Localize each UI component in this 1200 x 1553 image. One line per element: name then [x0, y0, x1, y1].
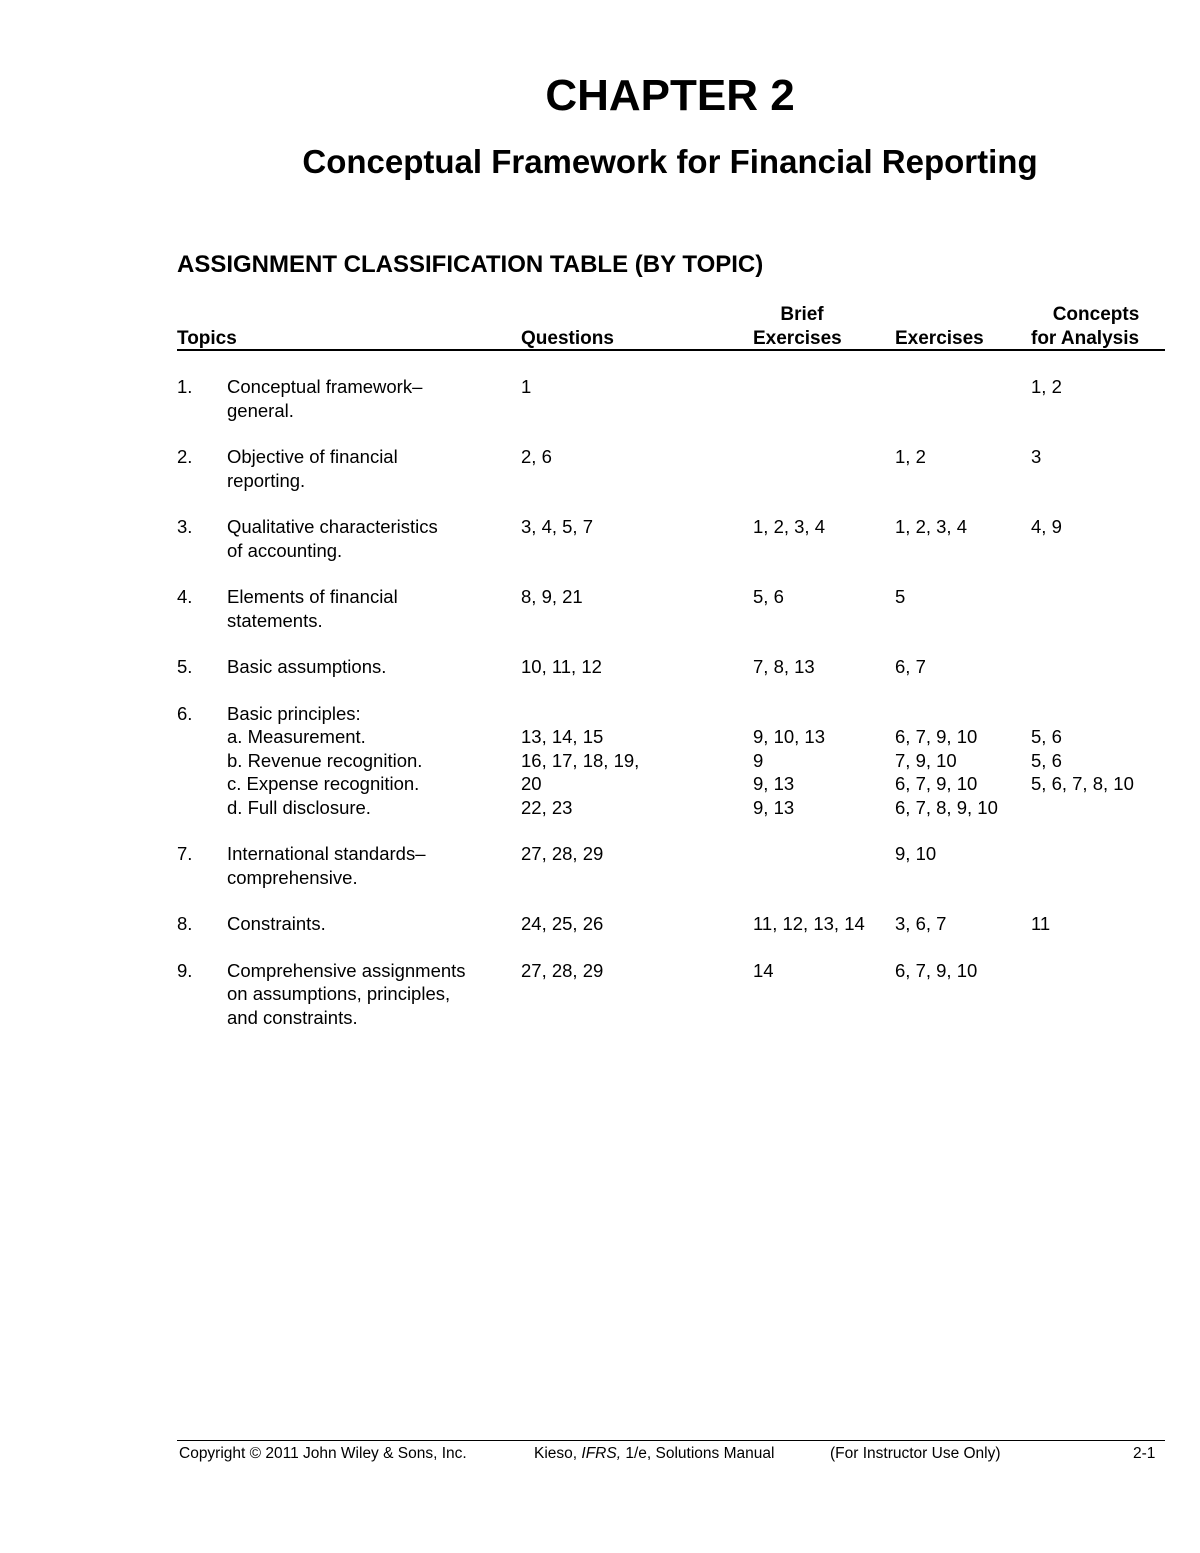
topic-label: [227, 842, 517, 889]
topic-label: [227, 445, 517, 492]
topic-number: 5.: [177, 656, 193, 677]
brief-exercises-cell: 9, 13: [753, 773, 795, 794]
topic-line: Objective of financial: [227, 446, 398, 467]
table-row: [177, 912, 1165, 936]
col-exercises: Exercises: [895, 328, 984, 349]
questions-cell: 13, 14, 15: [521, 726, 604, 747]
topic-line: on assumptions, principles,: [227, 983, 451, 1004]
questions-cell: 2, 6: [521, 446, 552, 467]
brief-exercises-cell: 9, 10, 13: [753, 726, 826, 747]
concepts-cell: 4, 9: [1031, 516, 1062, 537]
topic-line: Basic assumptions.: [227, 656, 387, 677]
table-subrow: [177, 725, 1165, 749]
topic-line: and constraints.: [227, 1006, 358, 1028]
concepts-cell: 1, 2: [1031, 376, 1062, 397]
col-questions: Questions: [521, 328, 614, 349]
brief-exercises-cell: 5, 6: [753, 586, 784, 607]
topic-label: [227, 702, 517, 726]
topic-number: 6.: [177, 702, 193, 724]
questions-cell: 27, 28, 29: [521, 959, 604, 981]
topic-label: [227, 912, 517, 936]
questions-cell: 22, 23: [521, 796, 573, 818]
topic-line: Conceptual framework–: [227, 376, 423, 397]
chapter-subtitle: Conceptual Framework for Financial Reporting: [302, 143, 1038, 180]
col-topics: Topics: [177, 328, 237, 349]
col-concepts-line2: for Analysis: [1031, 328, 1140, 349]
brief-exercises-cell: 9, 13: [753, 796, 795, 818]
topic-label: [227, 655, 517, 679]
topic-line: comprehensive.: [227, 866, 358, 888]
questions-cell: 10, 11, 12: [521, 656, 602, 677]
table-subrow: [177, 749, 1165, 773]
exercises-cell: 7, 9, 10: [895, 749, 957, 771]
topic-number: 8.: [177, 913, 193, 934]
topic-number: 3.: [177, 516, 193, 537]
footer-rule: [177, 1440, 1165, 1441]
brief-exercises-cell: 7, 8, 13: [753, 656, 815, 677]
col-brief-line2: Exercises: [753, 328, 842, 349]
footer-book: [534, 1444, 774, 1464]
exercises-cell: 6, 7, 9, 10: [895, 726, 978, 747]
topic-line: general.: [227, 399, 294, 421]
subtopic-label: a. Measurement.: [227, 726, 366, 747]
header-rule: [177, 349, 1165, 351]
concepts-cell: 5, 6: [1031, 749, 1062, 771]
col-brief-line1: Brief: [780, 304, 824, 325]
questions-cell: 20: [521, 773, 542, 794]
exercises-cell: 6, 7, 9, 10: [895, 959, 978, 981]
subtopic-label: c. Expense recognition.: [227, 773, 420, 794]
table-row: [177, 375, 1165, 422]
topic-line: Comprehensive assignments: [227, 959, 466, 981]
table-subrow: [177, 772, 1165, 796]
table-header: [177, 303, 1165, 351]
brief-exercises-cell: 1, 2, 3, 4: [753, 516, 825, 537]
questions-cell: 24, 25, 26: [521, 913, 604, 934]
footer-copyright: Copyright © 2011 John Wiley & Sons, Inc.: [179, 1445, 467, 1462]
topic-line: Basic principles:: [227, 702, 361, 724]
topic-label: [227, 585, 517, 632]
footer-book-title: IFRS,: [581, 1445, 622, 1462]
table-subrow: [177, 796, 1165, 820]
questions-cell: 27, 28, 29: [521, 843, 604, 864]
questions-cell: 1: [521, 376, 532, 397]
exercises-cell: 5: [895, 586, 906, 607]
concepts-cell: 11: [1031, 913, 1051, 934]
topic-number: 1.: [177, 376, 193, 397]
footer-book-author: Kieso,: [534, 1445, 578, 1462]
topic-label: [227, 959, 517, 1030]
topic-line: Constraints.: [227, 913, 326, 934]
subtopic-label: d. Full disclosure.: [227, 796, 371, 818]
exercises-cell: 9, 10: [895, 843, 937, 864]
col-concepts-line1: Concepts: [1052, 304, 1140, 325]
questions-cell: 3, 4, 5, 7: [521, 516, 593, 537]
brief-exercises-cell: 9: [753, 749, 764, 771]
subtopic-label: b. Revenue recognition.: [227, 749, 423, 771]
table-row: [177, 585, 1165, 632]
topic-line: statements.: [227, 609, 323, 631]
topic-line: International standards–: [227, 843, 426, 864]
classification-table-body: [177, 375, 1165, 1052]
footer-use-note: (For Instructor Use Only): [830, 1445, 1001, 1462]
topic-line: Elements of financial: [227, 586, 398, 607]
topic-number: 2.: [177, 446, 193, 467]
brief-exercises-cell: 11, 12, 13, 14: [753, 913, 865, 934]
brief-exercises-cell: 14: [753, 959, 774, 981]
footer-page-number: 2-1: [1133, 1445, 1156, 1462]
table-row: [177, 702, 1165, 820]
topic-line: reporting.: [227, 469, 306, 491]
questions-cell: 16, 17, 18, 19,: [521, 749, 640, 771]
table-row: [177, 445, 1165, 492]
table-row: [177, 655, 1165, 679]
topic-number: 4.: [177, 586, 193, 607]
topic-number: 7.: [177, 843, 193, 864]
exercises-cell: 3, 6, 7: [895, 913, 947, 934]
chapter-title: CHAPTER 2: [545, 71, 795, 120]
table-row: [177, 515, 1165, 562]
topic-label: [227, 515, 517, 562]
topic-number: 9.: [177, 959, 193, 981]
table-row: [177, 959, 1165, 1030]
table-row: [177, 842, 1165, 889]
exercises-cell: 1, 2: [895, 446, 926, 467]
topic-label: [227, 375, 517, 422]
exercises-cell: 6, 7, 9, 10: [895, 773, 978, 794]
exercises-cell: 1, 2, 3, 4: [895, 516, 967, 537]
footer-book-rest: 1/e, Solutions Manual: [625, 1445, 775, 1462]
exercises-cell: 6, 7: [895, 656, 926, 677]
concepts-cell: 5, 6: [1031, 726, 1062, 747]
topic-line: Qualitative characteristics: [227, 516, 438, 537]
exercises-cell: 6, 7, 8, 9, 10: [895, 796, 998, 818]
questions-cell: 8, 9, 21: [521, 586, 583, 607]
concepts-cell: 5, 6, 7, 8, 10: [1031, 773, 1134, 794]
section-heading: ASSIGNMENT CLASSIFICATION TABLE (BY TOPIC): [177, 251, 764, 278]
concepts-cell: 3: [1031, 446, 1042, 467]
topic-line: of accounting.: [227, 539, 343, 561]
